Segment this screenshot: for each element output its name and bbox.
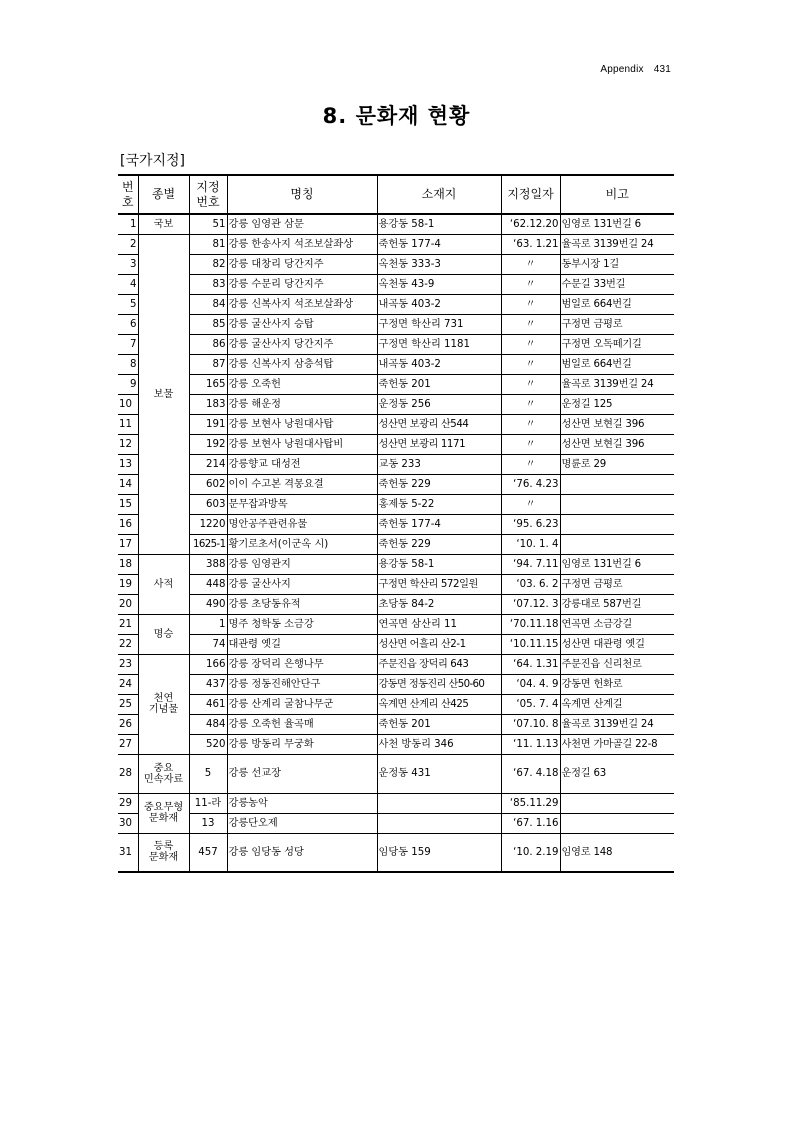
location: 옥천동 43-9 <box>377 274 501 294</box>
designation-date: 〃 <box>501 334 560 354</box>
heritage-name: 강릉 수문리 당간지주 <box>227 274 377 294</box>
table-row <box>118 813 674 833</box>
table-row <box>118 354 674 374</box>
designation-date: 〃 <box>501 374 560 394</box>
designation-number: 86 <box>189 334 227 354</box>
designation-number: 1625-1 <box>189 534 227 554</box>
designation-number: 82 <box>189 254 227 274</box>
table-row <box>118 234 674 254</box>
row-number: 10 <box>118 394 138 414</box>
designation-date: 〃 <box>501 274 560 294</box>
location: 내곡동 403-2 <box>377 354 501 374</box>
heritage-name: 강릉단오제 <box>227 813 377 833</box>
notes: 임영로 131번길 6 <box>560 214 674 234</box>
row-number: 1 <box>118 214 138 234</box>
heritage-name: 문무잡과방목 <box>227 494 377 514</box>
table-row <box>118 833 674 872</box>
location: 죽헌동 229 <box>377 534 501 554</box>
designation-date: ‘64. 1.31 <box>501 654 560 674</box>
notes: 범일로 664번길 <box>560 294 674 314</box>
designation-date: 〃 <box>501 494 560 514</box>
category-cell: 사적 <box>138 554 189 614</box>
category-cell: 명승 <box>138 614 189 654</box>
row-number: 6 <box>118 314 138 334</box>
notes: 구정면 금평로 <box>560 574 674 594</box>
notes: 임영로 148 <box>560 833 674 872</box>
location: 연곡면 삼산리 11 <box>377 614 501 634</box>
row-number: 2 <box>118 234 138 254</box>
running-header <box>600 64 671 75</box>
table-row <box>118 474 674 494</box>
designation-date: 〃 <box>501 254 560 274</box>
page-number: 431 <box>653 64 671 75</box>
designation-date: ‘03. 6. 2 <box>501 574 560 594</box>
designation-number: 192 <box>189 434 227 454</box>
heritage-name: 강릉 굴산사지 승탑 <box>227 314 377 334</box>
designation-number: 1220 <box>189 514 227 534</box>
col-date: 지정일자 <box>501 175 560 214</box>
row-number: 13 <box>118 454 138 474</box>
category-cell: 등록 문화재 <box>138 833 189 872</box>
designation-number: 85 <box>189 314 227 334</box>
heritage-name: 강릉 장덕리 은행나무 <box>227 654 377 674</box>
table-row <box>118 674 674 694</box>
row-number: 27 <box>118 734 138 754</box>
notes: 수문길 33번길 <box>560 274 674 294</box>
notes: 구정면 금평로 <box>560 314 674 334</box>
table-row <box>118 614 674 634</box>
heritage-name: 강릉 임영관 삼문 <box>227 214 377 234</box>
location: 용강동 58-1 <box>377 214 501 234</box>
notes: 옥계면 산계길 <box>560 694 674 714</box>
table-row <box>118 274 674 294</box>
row-number: 4 <box>118 274 138 294</box>
designation-date: 〃 <box>501 354 560 374</box>
table-row <box>118 254 674 274</box>
location: 운정동 431 <box>377 754 501 793</box>
table-row <box>118 454 674 474</box>
row-number: 17 <box>118 534 138 554</box>
category-cell: 중요 민속자료 <box>138 754 189 793</box>
notes: 율곡로 3139번길 24 <box>560 234 674 254</box>
designation-number: 84 <box>189 294 227 314</box>
notes: 성산면 보현길 396 <box>560 414 674 434</box>
designation-date: ‘67. 4.18 <box>501 754 560 793</box>
row-number: 11 <box>118 414 138 434</box>
heritage-name: 강릉향교 대성전 <box>227 454 377 474</box>
row-number: 26 <box>118 714 138 734</box>
heritage-name: 명주 청학동 소금강 <box>227 614 377 634</box>
heritage-name: 강릉 임영관지 <box>227 554 377 574</box>
row-number: 16 <box>118 514 138 534</box>
table-row <box>118 534 674 554</box>
table-row <box>118 574 674 594</box>
location: 구정면 학산리 1181 <box>377 334 501 354</box>
col-location: 소재지 <box>377 175 501 214</box>
location: 성산면 보광리 1171 <box>377 434 501 454</box>
designation-date: 〃 <box>501 314 560 334</box>
heritage-name: 강릉 굴산사지 <box>227 574 377 594</box>
designation-number: 437 <box>189 674 227 694</box>
designation-number: 484 <box>189 714 227 734</box>
notes: 강동면 헌화로 <box>560 674 674 694</box>
row-number: 14 <box>118 474 138 494</box>
location <box>377 793 501 813</box>
row-number: 22 <box>118 634 138 654</box>
heritage-name: 강릉 오죽헌 율곡매 <box>227 714 377 734</box>
page-title: 8. 문화재 현황 <box>322 104 471 128</box>
notes: 범일로 664번길 <box>560 354 674 374</box>
notes: 성산면 보현길 396 <box>560 434 674 454</box>
category-cell: 국보 <box>138 214 189 234</box>
designation-number: 191 <box>189 414 227 434</box>
designation-number: 388 <box>189 554 227 574</box>
location: 죽헌동 201 <box>377 714 501 734</box>
notes: 임영로 131번길 6 <box>560 554 674 574</box>
heritage-name: 강릉 정동진해안단구 <box>227 674 377 694</box>
category-cell: 천연 기념물 <box>138 654 189 754</box>
location: 운정동 256 <box>377 394 501 414</box>
notes <box>560 813 674 833</box>
location: 구정면 학산리 572일원 <box>377 574 501 594</box>
col-name: 명칭 <box>227 175 377 214</box>
table-row <box>118 374 674 394</box>
col-notes: 비고 <box>560 175 674 214</box>
heritage-name: 강릉 오죽헌 <box>227 374 377 394</box>
table-row <box>118 494 674 514</box>
table-row <box>118 334 674 354</box>
table-row <box>118 394 674 414</box>
heritage-name: 명안공주관련유물 <box>227 514 377 534</box>
location: 죽헌동 229 <box>377 474 501 494</box>
row-number: 23 <box>118 654 138 674</box>
heritage-name: 강릉 해운정 <box>227 394 377 414</box>
table-row <box>118 793 674 813</box>
location: 성산면 보광리 산544 <box>377 414 501 434</box>
designation-date: ‘76. 4.23 <box>501 474 560 494</box>
table-row <box>118 434 674 454</box>
table-row <box>118 514 674 534</box>
row-number: 9 <box>118 374 138 394</box>
notes: 동부시장 1길 <box>560 254 674 274</box>
running-header-section: Appendix <box>600 64 644 75</box>
row-number: 29 <box>118 793 138 813</box>
row-number: 12 <box>118 434 138 454</box>
notes <box>560 474 674 494</box>
designation-number: 448 <box>189 574 227 594</box>
notes: 성산면 대관령 옛길 <box>560 634 674 654</box>
table-row <box>118 634 674 654</box>
notes: 강릉대로 587번길 <box>560 594 674 614</box>
table-row <box>118 714 674 734</box>
designation-date: ‘62.12.20 <box>501 214 560 234</box>
location: 강동면 정동진리 산50-60 <box>377 674 501 694</box>
notes <box>560 514 674 534</box>
designation-number: 51 <box>189 214 227 234</box>
designation-date: ‘10. 1. 4 <box>501 534 560 554</box>
heritage-name: 강릉 초당동유적 <box>227 594 377 614</box>
row-number: 7 <box>118 334 138 354</box>
col-designation-number: 지정 번호 <box>189 175 227 214</box>
designation-date: ‘70.11.18 <box>501 614 560 634</box>
location: 성산면 어흘리 산2-1 <box>377 634 501 654</box>
table-row <box>118 594 674 614</box>
location: 죽헌동 201 <box>377 374 501 394</box>
section-label: [국가지정] <box>120 153 186 169</box>
heritage-name: 강릉 산계리 굴참나무군 <box>227 694 377 714</box>
row-number: 19 <box>118 574 138 594</box>
designation-number: 5 <box>189 754 227 793</box>
category-cell: 보물 <box>138 234 189 554</box>
designation-date: ‘04. 4. 9 <box>501 674 560 694</box>
location: 옥계면 산계리 산425 <box>377 694 501 714</box>
location: 사천 방동리 346 <box>377 734 501 754</box>
table-row <box>118 314 674 334</box>
designation-number: 603 <box>189 494 227 514</box>
heritage-name: 강릉 신복사지 석조보살좌상 <box>227 294 377 314</box>
heritage-name: 황기로초서(이군옥 시) <box>227 534 377 554</box>
location: 초당동 84-2 <box>377 594 501 614</box>
table-header-row <box>118 175 674 214</box>
designation-date: ‘85.11.29 <box>501 793 560 813</box>
heritage-name: 강릉 굴산사지 당간지주 <box>227 334 377 354</box>
designation-number: 1 <box>189 614 227 634</box>
notes <box>560 494 674 514</box>
designation-number: 183 <box>189 394 227 414</box>
location: 교동 233 <box>377 454 501 474</box>
location: 내곡동 403-2 <box>377 294 501 314</box>
designation-date: 〃 <box>501 394 560 414</box>
designation-number: 461 <box>189 694 227 714</box>
location: 홍제동 5-22 <box>377 494 501 514</box>
designation-date: ‘11. 1.13 <box>501 734 560 754</box>
designation-date: ‘94. 7.11 <box>501 554 560 574</box>
heritage-table <box>118 174 674 873</box>
notes: 구정면 오독떼기길 <box>560 334 674 354</box>
designation-number: 520 <box>189 734 227 754</box>
row-number: 21 <box>118 614 138 634</box>
table-row <box>118 734 674 754</box>
heritage-name: 강릉 대창리 당간지주 <box>227 254 377 274</box>
heritage-name: 대관령 옛길 <box>227 634 377 654</box>
heritage-name: 강릉농악 <box>227 793 377 813</box>
heritage-name: 이이 수고본 격몽요결 <box>227 474 377 494</box>
designation-number: 457 <box>189 833 227 872</box>
table-row <box>118 694 674 714</box>
table-row <box>118 414 674 434</box>
category-cell: 중요무형 문화재 <box>138 793 189 833</box>
notes <box>560 534 674 554</box>
location: 죽헌동 177-4 <box>377 234 501 254</box>
heritage-name: 강릉 보현사 낭원대사탑 <box>227 414 377 434</box>
designation-date: 〃 <box>501 294 560 314</box>
location: 주문진읍 장덕리 643 <box>377 654 501 674</box>
designation-date: ‘07.12. 3 <box>501 594 560 614</box>
designation-date: 〃 <box>501 434 560 454</box>
location <box>377 813 501 833</box>
designation-date: 〃 <box>501 414 560 434</box>
designation-number: 13 <box>189 813 227 833</box>
heritage-name: 강릉 선교장 <box>227 754 377 793</box>
row-number: 8 <box>118 354 138 374</box>
designation-number: 166 <box>189 654 227 674</box>
row-number: 5 <box>118 294 138 314</box>
table-row <box>118 294 674 314</box>
row-number: 18 <box>118 554 138 574</box>
designation-date: ‘95. 6.23 <box>501 514 560 534</box>
designation-number: 87 <box>189 354 227 374</box>
heritage-name: 강릉 한송사지 석조보살좌상 <box>227 234 377 254</box>
designation-date: ‘07.10. 8 <box>501 714 560 734</box>
notes: 운정길 125 <box>560 394 674 414</box>
col-number: 번 호 <box>118 175 138 214</box>
row-number: 20 <box>118 594 138 614</box>
heritage-name: 강릉 방동리 무궁화 <box>227 734 377 754</box>
designation-number: 214 <box>189 454 227 474</box>
location: 임당동 159 <box>377 833 501 872</box>
notes: 율곡로 3139번길 24 <box>560 714 674 734</box>
row-number: 3 <box>118 254 138 274</box>
heritage-name: 강릉 보현사 낭원대사탑비 <box>227 434 377 454</box>
designation-date: ‘10. 2.19 <box>501 833 560 872</box>
col-category: 종별 <box>138 175 189 214</box>
table-row <box>118 214 674 234</box>
designation-number: 11-라 <box>189 793 227 813</box>
designation-date: ‘10.11.15 <box>501 634 560 654</box>
notes: 명륜로 29 <box>560 454 674 474</box>
heritage-name: 강릉 신복사지 삼층석탑 <box>227 354 377 374</box>
location: 용강동 58-1 <box>377 554 501 574</box>
designation-number: 74 <box>189 634 227 654</box>
notes: 사천면 가마골길 22-8 <box>560 734 674 754</box>
location: 죽헌동 177-4 <box>377 514 501 534</box>
designation-date: ‘67. 1.16 <box>501 813 560 833</box>
heritage-name: 강릉 임당동 성당 <box>227 833 377 872</box>
designation-date: ‘63. 1.21 <box>501 234 560 254</box>
row-number: 24 <box>118 674 138 694</box>
row-number: 15 <box>118 494 138 514</box>
designation-number: 602 <box>189 474 227 494</box>
row-number: 25 <box>118 694 138 714</box>
table-row <box>118 754 674 793</box>
designation-number: 490 <box>189 594 227 614</box>
notes: 운정길 63 <box>560 754 674 793</box>
designation-number: 83 <box>189 274 227 294</box>
table-row <box>118 654 674 674</box>
location: 옥천동 333-3 <box>377 254 501 274</box>
row-number: 28 <box>118 754 138 793</box>
notes: 연곡면 소금강길 <box>560 614 674 634</box>
notes <box>560 793 674 813</box>
row-number: 30 <box>118 813 138 833</box>
designation-number: 165 <box>189 374 227 394</box>
notes: 주문진읍 신리천로 <box>560 654 674 674</box>
designation-date: 〃 <box>501 454 560 474</box>
designation-date: ‘05. 7. 4 <box>501 694 560 714</box>
designation-number: 81 <box>189 234 227 254</box>
row-number: 31 <box>118 833 138 872</box>
table-row <box>118 554 674 574</box>
location: 구정면 학산리 731 <box>377 314 501 334</box>
notes: 율곡로 3139번길 24 <box>560 374 674 394</box>
